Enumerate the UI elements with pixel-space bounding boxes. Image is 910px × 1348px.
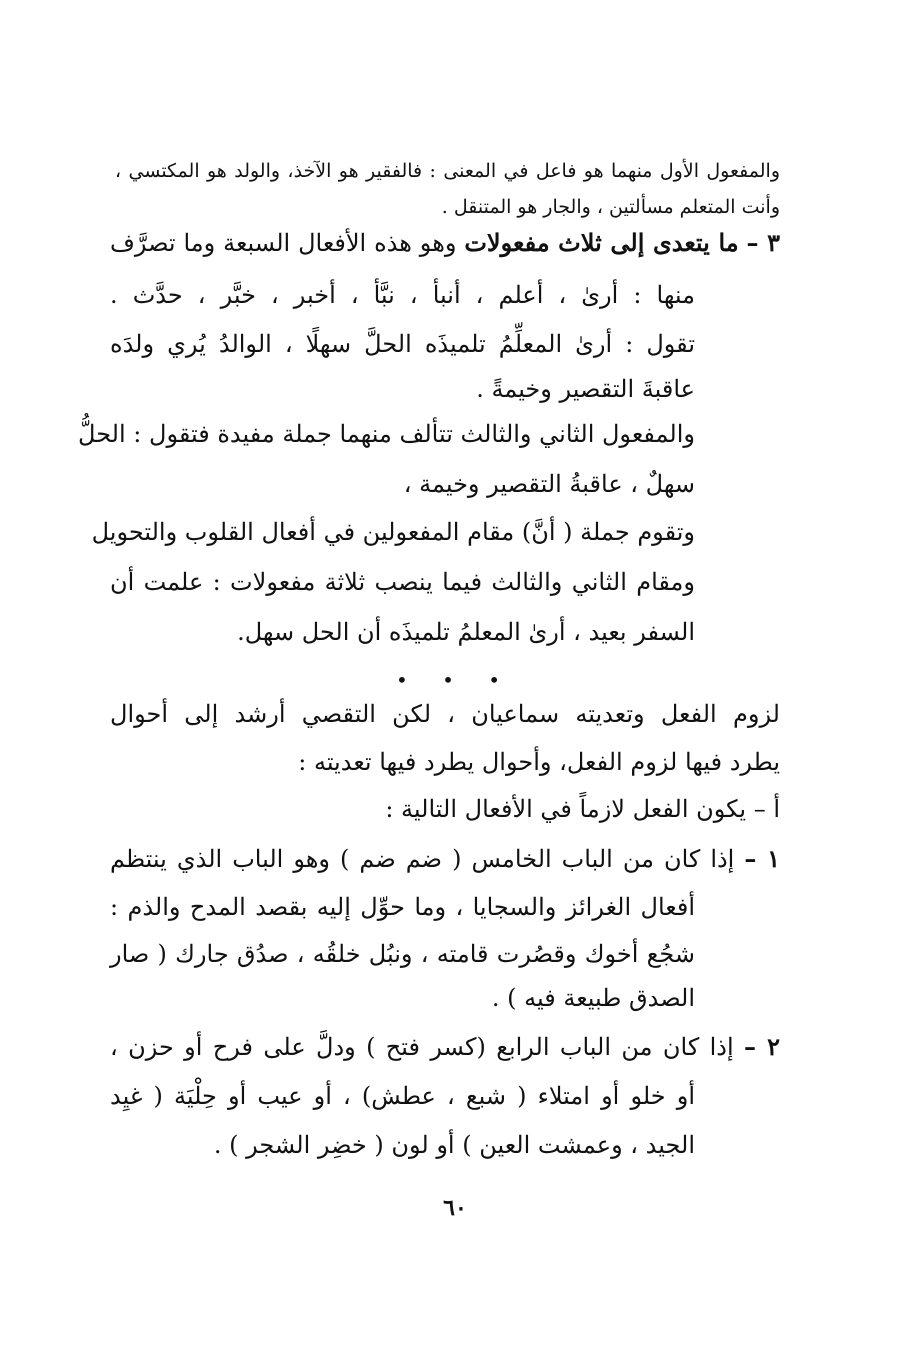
item2-line-1 <box>110 1032 780 1061</box>
lozoum-line-1: لزوم الفعل وتعديته سماعيان ، لكن التقصي أرشد إلى أحوال <box>110 700 780 728</box>
anna-line-2: ومقام الثاني والثالث فيما ينصب ثلاثة مفعولات : علمت أن <box>110 568 695 596</box>
second-third-line-2: سهلٌ ، عاقبةُ التقصير وخيمة ، <box>403 470 695 498</box>
item1-line-1 <box>110 844 780 873</box>
item3-line-3: عاقبةَ التقصير وخيمةً . <box>476 375 695 403</box>
page-number: ٦٠ <box>443 1195 467 1221</box>
anna-line-3: السفر بعيد ، أرىٰ المعلمُ تلميذَه أن الحل سهل. <box>237 618 695 646</box>
item3-title: ما يتعدى إلى ثلاث مفعولات <box>464 228 739 257</box>
intro-line-1: والمفعول الأول منهما هو فاعل في المعنى : فالفقير هو الآخذ، والولد هو المكتسي ، <box>115 160 780 182</box>
lozoum-line-2: يطرد فيها لزوم الفعل، وأحوال يطرد فيها تعديته : <box>298 748 780 776</box>
item1-line-2: أفعال الغرائز والسجايا ، وما حوِّل إليه بقصد المدح والذم : <box>110 893 695 921</box>
item1-line-4: الصدق طبيعة فيه ) . <box>491 984 695 1012</box>
section-separator: • • • <box>395 668 515 692</box>
item2-text-1: إذا كان من الباب الرابع (كسر فتح ) ودلَّ على فرح أو حزن ، <box>110 1033 734 1061</box>
lozoum-line-3: أ – يكون الفعل لازماً في الأفعال التالية : <box>385 795 780 823</box>
item3-line-2: تقول : أرىٰ المعلِّمُ تلميذَه الحلَّ سهلًا ، الوالدُ يُري ولدَه <box>110 330 695 358</box>
item2-line-2: أو خلو أو امتلاء ( شبع ، عطش) ، أو عيب أو حِلْيَة ( غيِد <box>110 1082 695 1110</box>
item3-line-1: منها : أرىٰ ، أعلم ، أنبأ ، نبَّأ ، أخبر ، خبَّر ، حدَّث . <box>110 281 695 309</box>
intro-line-2: وأنت المتعلم مسألتين ، والجار هو المتنقل . <box>441 196 780 218</box>
item3-number: ٣ – <box>746 228 780 257</box>
item2-number: ٢ – <box>744 1032 780 1061</box>
item1-text-1: إذا كان من الباب الخامس ( ضم ضم ) وهو الباب الذي ينتظم <box>110 845 735 873</box>
item3-rest: وهو هذه الأفعال السبعة وما تصرَّف <box>110 229 457 257</box>
second-third-line-1: والمفعول الثاني والثالث تتألف منهما جملة مفيدة فتقول : الحلُّ <box>78 420 695 448</box>
item1-number: ١ – <box>744 844 780 873</box>
item2-line-3: الجيد ، وعمشت العين ) أو لون ( خضِر الشجر ) . <box>213 1131 695 1159</box>
item3-heading <box>110 228 780 257</box>
anna-line-1: وتقوم جملة ( أنَّ) مقام المفعولين في أفعال القلوب والتحويل <box>91 518 695 546</box>
item1-line-3: شجُع أخوك وقصُرت قامته ، ونبُل خلقُه ، صدُق جارك ( صار <box>110 940 695 968</box>
